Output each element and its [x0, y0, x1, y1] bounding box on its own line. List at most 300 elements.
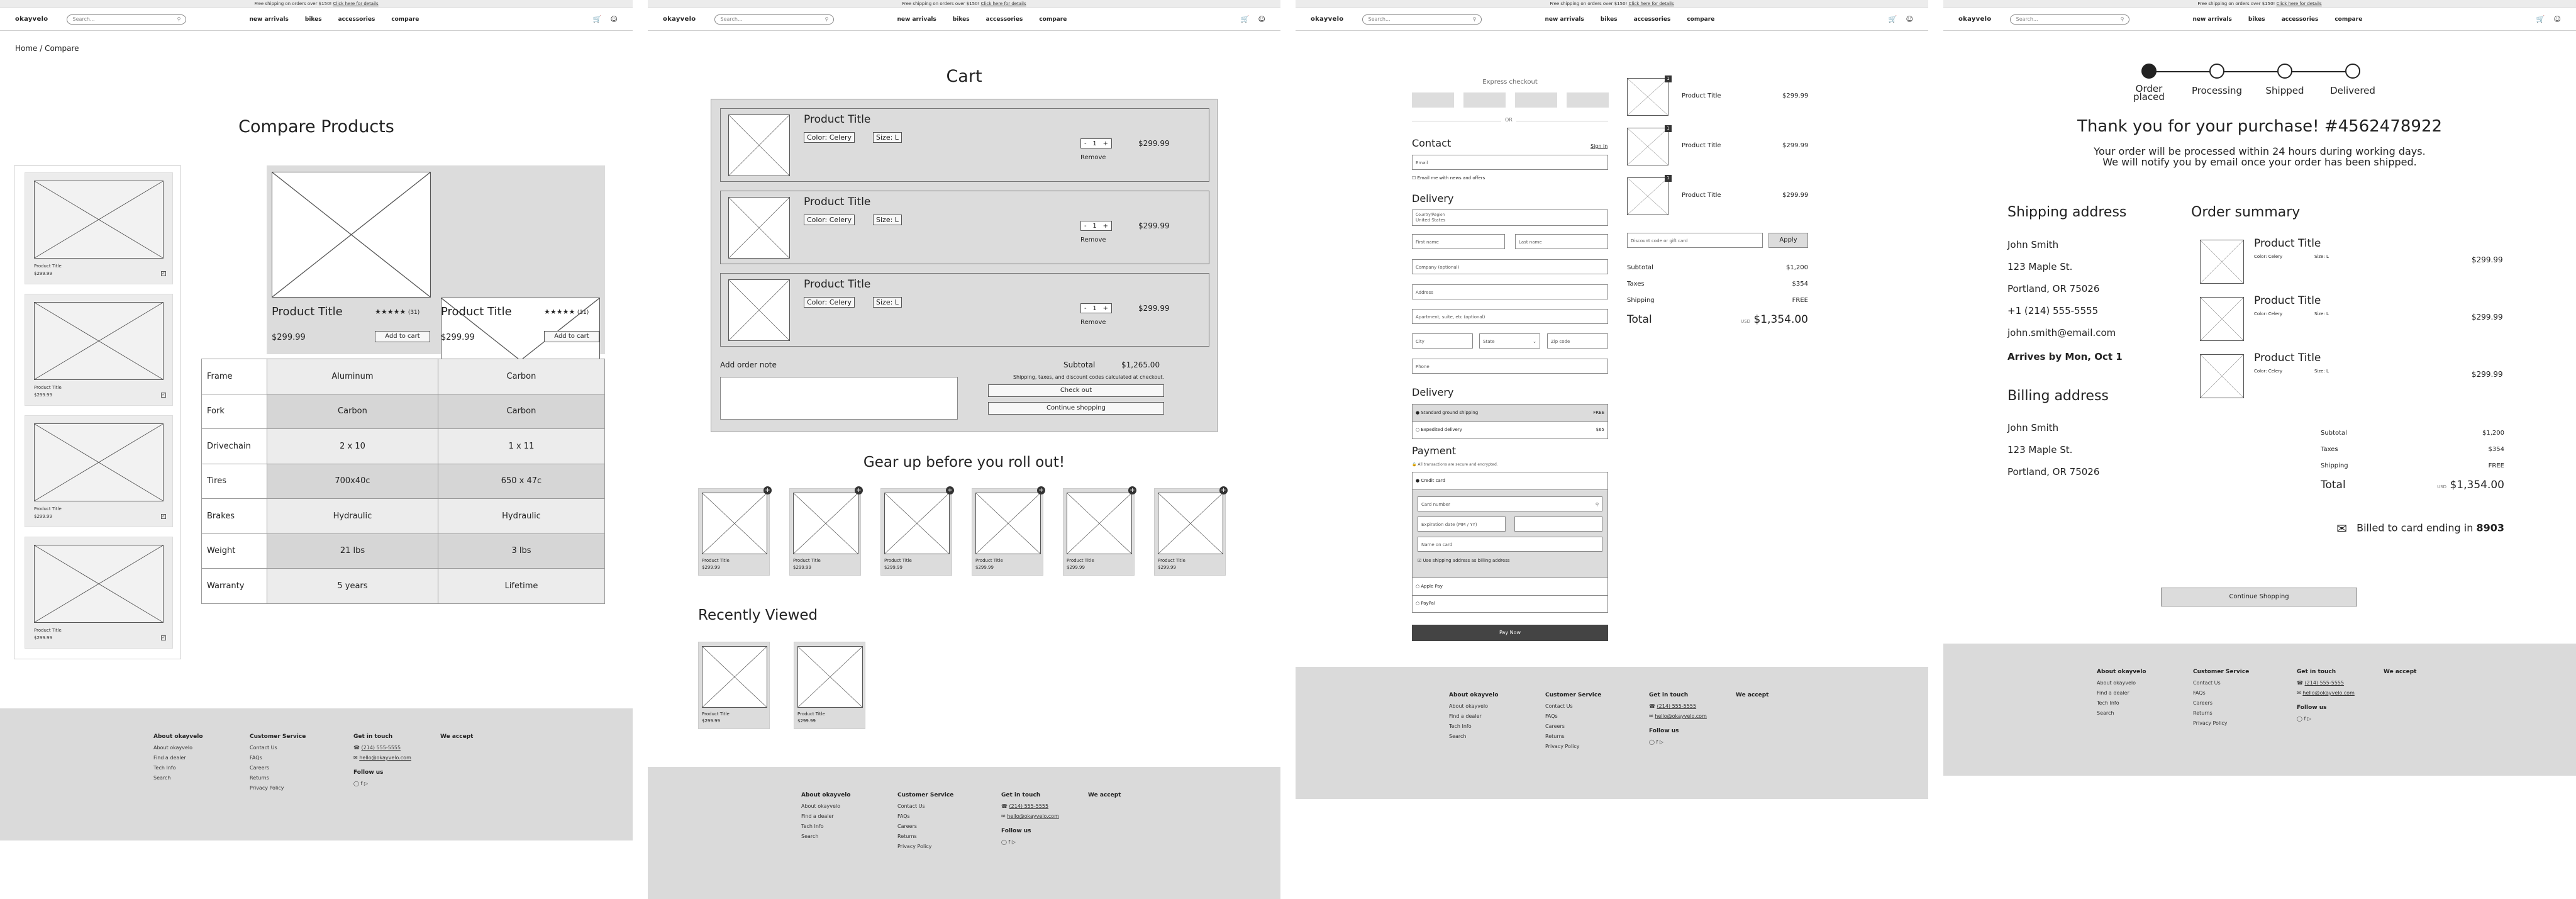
mail-icon: ✉	[2297, 690, 2301, 696]
item-price: $299.99	[1782, 192, 1809, 199]
spec-label: Warranty	[202, 569, 267, 604]
search-placeholder: Search...	[720, 16, 743, 22]
quantity-value: 1	[1092, 222, 1097, 230]
country-select[interactable]	[1412, 209, 1608, 226]
banner-text: Free shipping on orders over $150!	[254, 1, 332, 6]
last-name-field[interactable]	[1515, 234, 1608, 249]
footer-heading: Follow us	[1001, 828, 1031, 834]
footer-link[interactable]: Privacy Policy	[2193, 720, 2228, 726]
compare-checkbox[interactable]: ✓	[162, 635, 165, 640]
mail-icon: ✉	[1649, 713, 1653, 719]
spec-label: Tires	[202, 464, 267, 499]
card-ending: 8903	[2476, 522, 2504, 534]
logo[interactable]: okayvelo	[1958, 16, 1992, 23]
cart-icon[interactable]: 🛒	[1240, 15, 1250, 23]
logo[interactable]: okayvelo	[663, 16, 696, 23]
footer	[1296, 667, 1928, 799]
footer-link[interactable]: Privacy Policy	[897, 844, 932, 849]
social-icons	[353, 781, 411, 786]
user-icon[interactable]: ☺	[610, 15, 618, 23]
footer-link[interactable]: Find a dealer	[2097, 690, 2129, 696]
phone-link[interactable]	[1649, 703, 1707, 709]
phone-link[interactable]	[353, 745, 411, 751]
mail-icon: ✉	[1001, 813, 1006, 819]
footer-link[interactable]: Find a dealer	[801, 813, 834, 819]
top-nav	[648, 8, 1280, 31]
plus-icon[interactable]: +	[1102, 222, 1109, 230]
phone-number: (214) 555-5555	[361, 745, 401, 751]
product-title: Product Title	[34, 385, 62, 390]
product-card[interactable]	[1063, 488, 1135, 576]
spec-label: Drivechain	[202, 429, 267, 464]
total-wrap	[1741, 313, 1808, 326]
product-price: $299.99	[1158, 565, 1176, 570]
sidebar-product[interactable]	[25, 172, 173, 284]
cart-icon[interactable]: 🛒	[2536, 15, 2545, 23]
billing-address-title: Billing address	[2007, 388, 2109, 404]
footer-about	[1449, 692, 1499, 744]
subtotal-label: Subtotal	[1063, 360, 1096, 369]
footer-link[interactable]: Contact Us	[1545, 703, 1573, 709]
quantity-stepper[interactable]	[1080, 303, 1112, 313]
facebook-icon[interactable]: f	[1008, 839, 1011, 845]
nav-link-accessories[interactable]: accessories	[2281, 16, 2319, 23]
footer-link[interactable]: Tech Info	[801, 824, 824, 829]
search-input[interactable]	[67, 14, 186, 25]
sidebar-product[interactable]	[25, 294, 173, 406]
nav-link-bikes[interactable]: bikes	[304, 16, 322, 23]
remove-link[interactable]: Remove	[1080, 154, 1106, 161]
product-card[interactable]	[972, 488, 1043, 576]
footer-about	[801, 792, 851, 844]
youtube-icon[interactable]: ▷	[364, 781, 369, 786]
nav-link-new-arrivals[interactable]: new arrivals	[1545, 16, 1584, 23]
confirmation-page	[1943, 0, 2576, 776]
product-title: Product Title	[1158, 558, 1185, 563]
product-price: $299.99	[797, 718, 816, 723]
item-price: $299.99	[1782, 92, 1809, 99]
product-image	[797, 646, 863, 708]
color-variant: Color: Celery	[2254, 311, 2283, 316]
footer-link[interactable]: Returns	[1545, 734, 1565, 739]
footer-link[interactable]: Returns	[2193, 710, 2212, 716]
youtube-icon[interactable]: ▷	[1011, 839, 1016, 845]
payment-options	[1412, 472, 1608, 613]
nav-link-new-arrivals[interactable]: new arrivals	[249, 16, 289, 23]
footer-link[interactable]: Careers	[1545, 723, 1565, 729]
order-note-textarea[interactable]	[720, 377, 958, 420]
social-icons	[1001, 839, 1059, 845]
footer-link[interactable]: Privacy Policy	[250, 785, 284, 791]
nav-link-compare[interactable]: compare	[1687, 16, 1715, 23]
footer-heading: We accept	[1088, 792, 1121, 798]
logo[interactable]: okayvelo	[1311, 16, 1344, 23]
product-title: Product Title	[884, 558, 912, 563]
search-placeholder: Search...	[72, 16, 95, 22]
email-field[interactable]	[1412, 155, 1608, 170]
search-input[interactable]	[1362, 14, 1482, 25]
facebook-icon[interactable]: f	[2304, 716, 2306, 722]
checkout-note: Shipping, taxes, and discount codes calculated at checkout.	[1013, 374, 1164, 380]
footer-link[interactable]: Careers	[2193, 700, 2212, 706]
city-placeholder: City	[1416, 339, 1424, 344]
product-card[interactable]	[1154, 488, 1226, 576]
product-title: Product Title	[1682, 142, 1721, 149]
size-variant[interactable]: Size: L	[873, 215, 902, 225]
product-image	[2200, 240, 2244, 284]
billed-note	[2312, 521, 2504, 536]
breadcrumb[interactable]: Home / Compare	[15, 44, 79, 53]
shipping-value: FREE	[2488, 462, 2504, 469]
search-icon[interactable]: ⚲	[177, 16, 181, 22]
banner-text: Free shipping on orders over $150!	[902, 1, 980, 6]
nav-link-accessories[interactable]: accessories	[338, 16, 375, 23]
sidebar-product[interactable]	[25, 415, 173, 527]
minus-icon[interactable]: -	[1084, 304, 1087, 312]
nav-link-compare[interactable]: compare	[391, 16, 419, 23]
search-icon[interactable]: ⚲	[2120, 16, 2124, 22]
add-to-cart-button[interactable]: Add to cart	[544, 331, 599, 342]
billing-same-checkbox[interactable]: ☑ Use shipping address as billing address	[1418, 558, 1510, 563]
quantity-stepper[interactable]	[1080, 138, 1112, 148]
footer-link[interactable]: Careers	[250, 765, 269, 771]
search-input[interactable]	[2010, 14, 2129, 25]
footer-contact	[353, 734, 411, 791]
spec-value: 21 lbs	[267, 533, 438, 569]
footer-link[interactable]: Tech Info	[153, 765, 176, 771]
nav-link-bikes[interactable]: bikes	[952, 16, 970, 23]
expedited-label: Expedited delivery	[1421, 427, 1462, 432]
banner-link[interactable]: Click here for details	[1628, 1, 1674, 6]
shipping-label: Shipping	[2321, 462, 2348, 469]
product-price: $299.99	[975, 565, 994, 570]
continue-shopping-button[interactable]: Continue shopping	[988, 402, 1164, 415]
add-icon[interactable]: +	[763, 486, 772, 494]
color-variant: Color: Celery	[2254, 369, 2283, 374]
express-pay-button[interactable]	[1412, 92, 1454, 108]
cart-icon[interactable]: 🛒	[592, 15, 602, 23]
address-line: 123 Maple St.	[2007, 444, 2073, 455]
email-link[interactable]	[353, 755, 411, 761]
express-pay-button[interactable]	[1567, 92, 1609, 108]
search-icon[interactable]: ⚲	[1472, 16, 1477, 22]
product-title: Product Title	[797, 712, 825, 717]
user-icon[interactable]: ☺	[2553, 15, 2561, 23]
footer-link[interactable]: FAQs	[897, 813, 910, 819]
state-select[interactable]	[1479, 333, 1540, 349]
footer-link[interactable]: Tech Info	[1449, 723, 1472, 729]
taxes-label: Taxes	[1627, 281, 1645, 288]
instagram-icon[interactable]: ◯	[2297, 716, 2302, 722]
footer-heading: We accept	[440, 734, 474, 740]
spec-label: Frame	[202, 359, 267, 394]
footer-heading: Get in touch	[2297, 669, 2336, 675]
review-count: (31)	[408, 310, 420, 316]
footer-link[interactable]: Returns	[897, 834, 917, 839]
user-icon[interactable]: ☺	[1258, 15, 1265, 23]
search-placeholder: Search...	[2016, 16, 2038, 22]
footer-heading: Customer Service	[897, 792, 954, 798]
total-label: Total	[1627, 313, 1652, 326]
product-title: Product Title	[1067, 558, 1094, 563]
footer-link[interactable]: Contact Us	[897, 803, 925, 809]
product-card[interactable]	[789, 488, 861, 576]
user-icon[interactable]: ☺	[1906, 15, 1913, 23]
item-price: $299.99	[1138, 221, 1170, 230]
facebook-icon[interactable]: f	[1656, 739, 1658, 745]
card-form	[1413, 490, 1607, 578]
nav-link-bikes[interactable]: bikes	[1600, 16, 1618, 23]
color-variant[interactable]: Color: Celery	[804, 215, 855, 225]
phone-link[interactable]	[1001, 803, 1059, 809]
email-link[interactable]	[2297, 690, 2355, 696]
first-name-field[interactable]	[1412, 234, 1505, 249]
footer-heading: About okayvelo	[2097, 669, 2146, 675]
discount-field[interactable]	[1627, 233, 1763, 248]
promo-banner	[648, 0, 1280, 8]
nav-link-accessories[interactable]: accessories	[985, 16, 1023, 23]
remove-link[interactable]: Remove	[1080, 237, 1106, 243]
apply-button[interactable]: Apply	[1768, 233, 1808, 248]
currency: USD	[2437, 484, 2447, 489]
cart-icon[interactable]: 🛒	[1888, 15, 1897, 23]
instagram-icon[interactable]: ◯	[1649, 739, 1655, 745]
phone-icon: ☎	[2297, 680, 2303, 686]
footer-link[interactable]: Careers	[897, 824, 917, 829]
total-wrap	[2437, 479, 2504, 491]
search-input[interactable]	[714, 14, 834, 25]
footer-link[interactable]: Search	[801, 834, 819, 839]
footer-link[interactable]: Returns	[250, 775, 269, 781]
table-row	[202, 569, 605, 604]
item-price: $299.99	[2472, 255, 2503, 264]
item-price: $299.99	[2472, 313, 2503, 321]
size-variant[interactable]: Size: L	[873, 132, 902, 143]
section-heading: Delivery	[1412, 193, 1454, 204]
footer-link[interactable]: FAQs	[2193, 690, 2206, 696]
expiration-field[interactable]	[1418, 517, 1506, 532]
shipping-option-expedited[interactable]	[1413, 422, 1607, 438]
state-placeholder: State	[1483, 339, 1495, 344]
company-field[interactable]	[1412, 259, 1608, 274]
zip-field[interactable]	[1547, 333, 1608, 349]
sidebar-product[interactable]	[25, 537, 173, 649]
footer-heading: Customer Service	[250, 734, 306, 740]
section-heading: Contact	[1412, 137, 1452, 149]
footer-link[interactable]: Tech Info	[2097, 700, 2119, 706]
footer-link[interactable]: About okayvelo	[801, 803, 840, 809]
footer-heading: About okayvelo	[1449, 692, 1499, 698]
footer-contact	[2297, 669, 2355, 726]
footer-heading: About okayvelo	[153, 734, 203, 740]
payment-option-applepay[interactable]: ○ Apple Pay	[1413, 578, 1607, 596]
order-summary-title: Order summary	[2191, 204, 2301, 220]
add-icon[interactable]: +	[855, 486, 863, 494]
payment-option-card[interactable]: ● Credit card	[1413, 472, 1607, 490]
product-image	[34, 302, 164, 380]
footer-link[interactable]: Search	[153, 775, 171, 781]
shipping-option-standard[interactable]	[1413, 405, 1607, 422]
minus-icon[interactable]: -	[1084, 140, 1087, 147]
footer-link[interactable]: Contact Us	[250, 745, 277, 751]
subtitle-line: Your order will be processed within 24 hours during working days.	[2094, 145, 2426, 157]
size-variant[interactable]: Size: L	[873, 297, 902, 308]
instagram-icon[interactable]: ◯	[1001, 839, 1007, 845]
address-line: Portland, OR 75026	[2007, 466, 2100, 477]
compare-header	[267, 165, 605, 354]
nav-link-new-arrivals[interactable]: new arrivals	[897, 16, 936, 23]
add-icon[interactable]: +	[1037, 486, 1045, 494]
footer-link[interactable]: Contact Us	[2193, 680, 2221, 686]
address-line: John Smith	[2007, 422, 2059, 433]
product-image	[728, 279, 790, 341]
footer-link[interactable]: FAQs	[1545, 713, 1558, 719]
color-variant[interactable]: Color: Celery	[804, 297, 855, 308]
youtube-icon[interactable]: ▷	[1659, 739, 1664, 745]
sign-in-link[interactable]: Sign in	[1591, 143, 1608, 149]
nav-link-accessories[interactable]: accessories	[1633, 16, 1671, 23]
quantity-badge: 1	[1665, 125, 1672, 132]
table-row	[202, 533, 605, 569]
checkout-totals	[1627, 264, 1808, 326]
youtube-icon[interactable]: ▷	[2307, 716, 2312, 722]
cart-item	[720, 273, 1209, 347]
newsletter-checkbox[interactable]: ☐ Email me with news and offers	[1412, 176, 1485, 181]
nav-link-new-arrivals[interactable]: new arrivals	[2192, 16, 2232, 23]
minus-icon[interactable]: -	[1084, 222, 1087, 230]
product-price: $299.99	[441, 333, 475, 342]
phone-link[interactable]	[2297, 680, 2355, 686]
subtitle-line: We will notify you by email once your order has been shipped.	[2102, 156, 2417, 168]
footer-link[interactable]: About okayvelo	[153, 745, 192, 751]
product-card[interactable]	[794, 642, 865, 729]
email-link[interactable]	[1649, 713, 1707, 719]
cart-panel	[711, 99, 1218, 432]
promo-banner	[1296, 0, 1928, 8]
banner-text: Free shipping on orders over $150!	[2197, 1, 2275, 6]
city-field[interactable]	[1412, 333, 1473, 349]
banner-link[interactable]: Click here for details	[333, 1, 379, 6]
express-pay-button[interactable]	[1515, 92, 1557, 108]
pay-now-button[interactable]: Pay Now	[1412, 625, 1608, 641]
footer-link[interactable]: FAQs	[250, 755, 262, 761]
footer-accept	[440, 734, 473, 745]
footer-heading: Customer Service	[1545, 692, 1602, 698]
email-link[interactable]	[1001, 813, 1059, 819]
taxes-label: Taxes	[2321, 446, 2338, 453]
footer	[0, 708, 633, 840]
footer-link[interactable]: Search	[2097, 710, 2114, 716]
subtotal-value: $1,265.00	[1121, 360, 1160, 369]
product-title: Product Title	[1682, 92, 1721, 99]
search-icon[interactable]: ⚲	[824, 16, 829, 22]
express-pay-button[interactable]	[1463, 92, 1506, 108]
currency: USD	[1741, 319, 1751, 324]
security-code-field[interactable]	[1514, 517, 1602, 532]
social-icons	[1649, 739, 1707, 745]
plus-icon[interactable]: +	[1102, 140, 1109, 147]
step-label: Shipped	[2265, 85, 2304, 96]
card-number-field[interactable]	[1418, 496, 1602, 511]
plus-icon[interactable]: +	[1102, 304, 1109, 312]
payment-option-paypal[interactable]: ○ PayPal	[1416, 601, 1435, 606]
color-variant[interactable]: Color: Celery	[804, 132, 855, 143]
add-to-cart-button[interactable]: Add to cart	[375, 331, 430, 342]
compare-checkbox[interactable]: ✓	[162, 514, 165, 518]
item-price: $299.99	[2472, 370, 2503, 379]
spec-value: 3 lbs	[438, 533, 604, 569]
or-divider-label: OR	[1501, 117, 1516, 123]
nav-link-bikes[interactable]: bikes	[2248, 16, 2265, 23]
product-image	[1158, 493, 1223, 554]
continue-shopping-button[interactable]: Continue Shopping	[2161, 588, 2357, 606]
add-icon[interactable]: +	[946, 486, 954, 494]
spec-value: Hydraulic	[267, 499, 438, 534]
zip-placeholder: Zip code	[1551, 339, 1570, 344]
footer-contact	[1649, 692, 1707, 749]
expiration-placeholder: Expiration date (MM / YY)	[1421, 522, 1477, 527]
product-price: $299.99	[1067, 565, 1085, 570]
card-number-placeholder: Card number	[1421, 502, 1450, 507]
product-card[interactable]	[698, 642, 770, 729]
phone-number: (214) 555-5555	[1009, 803, 1049, 809]
product-title: Product Title	[34, 264, 62, 269]
footer-heading: Get in touch	[1001, 792, 1041, 798]
footer-heading: Follow us	[353, 769, 384, 776]
shipping-address-title: Shipping address	[2007, 204, 2127, 220]
remove-link[interactable]: Remove	[1080, 319, 1106, 326]
stars: ★★★★★	[544, 308, 575, 316]
product-image	[1627, 128, 1668, 165]
address-line: +1 (214) 555-5555	[2007, 305, 2099, 316]
page-title: Cart	[946, 67, 982, 86]
instagram-icon[interactable]: ◯	[353, 781, 359, 786]
phone-number: (214) 555-5555	[2304, 680, 2345, 686]
footer-link[interactable]: About okayvelo	[2097, 680, 2136, 686]
logo[interactable]: okayvelo	[15, 16, 48, 23]
step-dot	[2277, 64, 2292, 79]
applepay-label: Apple Pay	[1421, 584, 1443, 589]
product-card[interactable]	[698, 488, 770, 576]
apartment-field[interactable]	[1412, 309, 1608, 324]
compare-checkbox[interactable]: ✓	[162, 271, 165, 276]
nav-link-compare[interactable]: compare	[1039, 16, 1067, 23]
footer-link[interactable]: Find a dealer	[1449, 713, 1482, 719]
standard-label: Standard ground shipping	[1421, 410, 1479, 415]
phone-field[interactable]	[1412, 359, 1608, 374]
add-icon[interactable]: +	[1219, 486, 1228, 494]
footer-link[interactable]: Search	[1449, 734, 1467, 739]
product-card[interactable]	[880, 488, 952, 576]
add-icon[interactable]: +	[1128, 486, 1136, 494]
spec-value: Carbon	[267, 394, 438, 429]
name-on-card-field[interactable]	[1418, 537, 1602, 552]
quantity-stepper[interactable]	[1080, 221, 1112, 231]
phone-icon: ☎	[1001, 803, 1008, 809]
footer-link[interactable]: Privacy Policy	[1545, 744, 1580, 749]
section-heading: Delivery	[1412, 386, 1454, 398]
facebook-icon[interactable]: f	[360, 781, 363, 786]
banner-link[interactable]: Click here for details	[2276, 1, 2322, 6]
footer-link[interactable]: About okayvelo	[1449, 703, 1488, 709]
nav-link-compare[interactable]: compare	[2334, 16, 2363, 23]
address-field[interactable]	[1412, 284, 1608, 299]
footer-link[interactable]: Find a dealer	[153, 755, 186, 761]
checkout-button[interactable]: Check out	[988, 384, 1164, 397]
compare-checkbox[interactable]: ✓	[162, 393, 165, 397]
banner-link[interactable]: Click here for details	[980, 1, 1026, 6]
address-placeholder: Address	[1416, 290, 1433, 295]
